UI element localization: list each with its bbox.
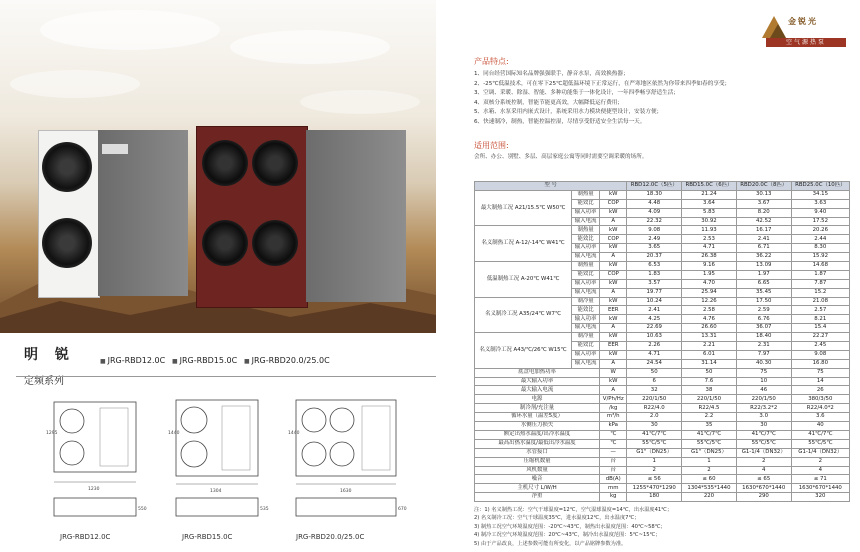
- value-cell: ≤ 56: [627, 475, 682, 484]
- value-cell: 17.50: [736, 297, 791, 306]
- value-cell: 30: [736, 422, 791, 431]
- value-cell: 10.24: [627, 297, 682, 306]
- footnotes: [474, 506, 672, 548]
- value-cell: 10.63: [627, 333, 682, 342]
- value-cell: 2.31: [736, 342, 791, 351]
- table-header-cell: RBD12.0C（5匹）: [627, 182, 682, 191]
- value-cell: 9.40: [791, 208, 849, 217]
- value-cell: 4.70: [682, 279, 737, 288]
- value-cell: G1-1/4（DN32）: [791, 448, 849, 457]
- value-cell: 22.27: [791, 333, 849, 342]
- unit-cell: kW: [600, 262, 627, 271]
- row-group-label: 名义制冷工况 A43/℃/26℃ W15℃: [475, 333, 572, 369]
- footnote: 5) 由于产品改良，上述参数可能有所变化，以产品铭牌参数为准。: [474, 540, 627, 547]
- value-cell: 2: [791, 457, 849, 466]
- value-cell: 9.08: [791, 350, 849, 359]
- value-cell: 75: [736, 368, 791, 377]
- value-cell: 26.60: [682, 324, 737, 333]
- value-cell: 2.41: [627, 306, 682, 315]
- row-label: 制冷量: [572, 333, 600, 342]
- row-group-label: 名义制热工况 A-12/-14℃ W41℃: [475, 226, 572, 262]
- value-cell: 2.57: [791, 306, 849, 315]
- value-cell: 25.94: [682, 288, 737, 297]
- value-cell: 2.53: [682, 235, 737, 244]
- value-cell: 21.24: [682, 190, 737, 199]
- dim-depth: 670: [398, 507, 407, 512]
- table-row: [475, 226, 850, 235]
- value-cell: 13.31: [682, 333, 737, 342]
- drawing-rbd15: [162, 394, 272, 530]
- row-label: 最大输入功率: [475, 377, 600, 386]
- row-label: 能效比: [572, 342, 600, 351]
- value-cell: 4.48: [627, 199, 682, 208]
- row-label: 额定出热水温度/出冷水温度: [475, 430, 600, 439]
- unit-cell: dB(A): [600, 475, 627, 484]
- dim-depth: 535: [260, 507, 269, 512]
- series-title: 明 锐: [24, 347, 75, 363]
- value-cell: 26: [791, 386, 849, 395]
- value-cell: 2.59: [736, 306, 791, 315]
- value-cell: 6.01: [682, 350, 737, 359]
- fan-icon: [202, 220, 248, 266]
- table-row: [475, 475, 850, 484]
- value-cell: 55℃/5℃: [682, 439, 737, 448]
- row-label: 循环水量（温差5度）: [475, 413, 600, 422]
- unit-cell: A: [600, 253, 627, 262]
- unit-cell: ℃: [600, 439, 627, 448]
- table-row: [475, 190, 850, 199]
- unit-cell: mm: [600, 484, 627, 493]
- value-cell: 50: [682, 368, 737, 377]
- value-cell: 2: [736, 457, 791, 466]
- value-cell: 220/1/50: [736, 395, 791, 404]
- row-label: 输入功率: [572, 208, 600, 217]
- value-cell: 55℃/5℃: [791, 439, 849, 448]
- value-cell: 35.45: [736, 288, 791, 297]
- unit-cell: kPa: [600, 422, 627, 431]
- value-cell: 3.6: [791, 413, 849, 422]
- value-cell: 14: [791, 377, 849, 386]
- table-row: [475, 333, 850, 342]
- value-cell: 7.6: [682, 377, 737, 386]
- feature-item: 4、双核分系统控制，智能节能更高效，大幅降低运行费用；: [474, 99, 623, 106]
- unit-cell: /kg: [600, 404, 627, 413]
- value-cell: 1.97: [736, 270, 791, 279]
- value-cell: 11.93: [682, 226, 737, 235]
- value-cell: 1: [627, 457, 682, 466]
- value-cell: 2.2: [682, 413, 737, 422]
- value-cell: 2.44: [791, 235, 849, 244]
- table-row: [475, 262, 850, 271]
- drawing-rbd20-25: [286, 394, 408, 530]
- value-cell: 2.58: [682, 306, 737, 315]
- dim-width: 1230: [88, 487, 100, 492]
- value-cell: 1630*670*1440: [736, 484, 791, 493]
- table-header: [475, 182, 850, 191]
- value-cell: 2.26: [627, 342, 682, 351]
- row-label: 最高出热水温度/最低出冷水温度: [475, 439, 600, 448]
- value-cell: 1630*670*1440: [791, 484, 849, 493]
- table-header-cell: RBD20.0C（8匹）: [736, 182, 791, 191]
- value-cell: 6.76: [736, 315, 791, 324]
- value-cell: 2.0: [627, 413, 682, 422]
- table-row: [475, 297, 850, 306]
- model-tag: ■ JRG-RBD15.0C: [172, 356, 237, 365]
- value-cell: 1304*535*1440: [682, 484, 737, 493]
- dim-height: 1440: [288, 431, 300, 436]
- row-label: 输入电流: [572, 253, 600, 262]
- table-row: [475, 413, 850, 422]
- row-label: 能效比: [572, 270, 600, 279]
- value-cell: 20.26: [791, 226, 849, 235]
- value-cell: 30.92: [682, 217, 737, 226]
- row-label: 输入电流: [572, 217, 600, 226]
- value-cell: 3.57: [627, 279, 682, 288]
- table-row: [475, 422, 850, 431]
- value-cell: G1"（DN25）: [682, 448, 737, 457]
- unit-cell: COP: [600, 199, 627, 208]
- row-label: 能效比: [572, 306, 600, 315]
- row-label: 最大输入电流: [475, 386, 600, 395]
- unit-cell: m³/h: [600, 413, 627, 422]
- brand-name: 金锐光: [788, 16, 818, 26]
- fan-icon: [202, 140, 248, 186]
- value-cell: 380/3/50: [791, 395, 849, 404]
- value-cell: 7.87: [791, 279, 849, 288]
- unit-cell: kW: [600, 297, 627, 306]
- unit-cell: A: [600, 324, 627, 333]
- dim-height: 1295: [46, 431, 58, 436]
- drawing-label: JRG-RBD12.0C: [60, 533, 111, 541]
- divider: [16, 376, 436, 377]
- unit-cell: kg: [600, 493, 627, 502]
- row-label: 输入功率: [572, 244, 600, 253]
- scope-text: 会所、办公、别墅、多层、高层家庭公寓等同时需要空调采暖的场所。: [474, 154, 648, 160]
- value-cell: 220/1/50: [627, 395, 682, 404]
- value-cell: 41℃/7℃: [627, 430, 682, 439]
- unit-cell: —: [600, 448, 627, 457]
- table-header-cell: 型 号: [475, 182, 627, 191]
- value-cell: 6.53: [627, 262, 682, 271]
- table-header-cell: RBD25.0C（10匹）: [791, 182, 849, 191]
- value-cell: R22/4.5: [682, 404, 737, 413]
- row-label: 主机尺寸 L/W/H: [475, 484, 600, 493]
- unit-cell: 台: [600, 457, 627, 466]
- footnote: 3) 制热工况空气环境温度范围：-20℃~43℃，制热出水温度范围：40℃~58℃；: [474, 523, 666, 530]
- value-cell: 1: [682, 457, 737, 466]
- value-cell: 22.32: [627, 217, 682, 226]
- unit-cell: kW: [600, 333, 627, 342]
- dim-height: 1440: [168, 431, 180, 436]
- value-cell: 36.22: [736, 253, 791, 262]
- value-cell: 1.95: [682, 270, 737, 279]
- unit-cell: kW: [600, 208, 627, 217]
- value-cell: 3.0: [736, 413, 791, 422]
- heat-pump-unit-red: [196, 126, 406, 306]
- unit-cell: kW: [600, 350, 627, 359]
- value-cell: 21.08: [791, 297, 849, 306]
- value-cell: 8.30: [791, 244, 849, 253]
- value-cell: 6.71: [736, 244, 791, 253]
- fan-icon: [252, 220, 298, 266]
- unit-cell: EER: [600, 306, 627, 315]
- row-label: 输入电流: [572, 359, 600, 368]
- value-cell: 31.14: [682, 359, 737, 368]
- value-cell: 20.37: [627, 253, 682, 262]
- value-cell: ≤ 65: [736, 475, 791, 484]
- unit-cell: COP: [600, 235, 627, 244]
- value-cell: 18.30: [627, 190, 682, 199]
- row-label: 水管接口: [475, 448, 600, 457]
- unit-cell: kW: [600, 244, 627, 253]
- row-label: 输入电流: [572, 288, 600, 297]
- row-label: 噪音: [475, 475, 600, 484]
- value-cell: 6: [627, 377, 682, 386]
- value-cell: 30.13: [736, 190, 791, 199]
- value-cell: 16.80: [791, 359, 849, 368]
- value-cell: 55℃/5℃: [736, 439, 791, 448]
- value-cell: 41℃/7℃: [736, 430, 791, 439]
- table-header-cell: RBD15.0C（6匹）: [682, 182, 737, 191]
- features-list: [474, 70, 844, 128]
- value-cell: ≤ 60: [682, 475, 737, 484]
- value-cell: 220: [682, 493, 737, 502]
- value-cell: 4.76: [682, 315, 737, 324]
- unit-cell: kW: [600, 190, 627, 199]
- row-label: 风机数量: [475, 466, 600, 475]
- model-tag: ■ JRG-RBD12.0C: [100, 356, 165, 365]
- value-cell: 14.68: [791, 262, 849, 271]
- unit-cell: A: [600, 288, 627, 297]
- row-label: 制热量: [572, 190, 600, 199]
- row-label: 水侧压力损失: [475, 422, 600, 431]
- value-cell: 26.38: [682, 253, 737, 262]
- row-label: 制热量: [572, 262, 600, 271]
- table-row: [475, 377, 850, 386]
- value-cell: 46: [736, 386, 791, 395]
- drawing-label: JRG-RBD20.0/25.0C: [296, 533, 365, 541]
- unit-cell: kW: [600, 279, 627, 288]
- value-cell: 16.17: [736, 226, 791, 235]
- table-row: [475, 386, 850, 395]
- unit-cell: kW: [600, 315, 627, 324]
- series-title-block: [24, 344, 75, 387]
- row-label: 输入电流: [572, 324, 600, 333]
- unit-cell: kW: [600, 377, 627, 386]
- unit-cell: 台: [600, 466, 627, 475]
- value-cell: 40.30: [736, 359, 791, 368]
- value-cell: 19.77: [627, 288, 682, 297]
- value-cell: 220/1/50: [682, 395, 737, 404]
- row-label: 制冷量: [572, 297, 600, 306]
- value-cell: 42.52: [736, 217, 791, 226]
- value-cell: 4: [736, 466, 791, 475]
- row-label: 净重: [475, 493, 600, 502]
- value-cell: 50: [627, 368, 682, 377]
- row-label: 输入功率: [572, 315, 600, 324]
- row-label: 能效比: [572, 235, 600, 244]
- row-label: 输入功率: [572, 279, 600, 288]
- value-cell: R22/4.0: [627, 404, 682, 413]
- feature-item: 2、-25℃低温技术，可在零下25℃超低温环境下正常运行，在严寒地区依然为你带来四季如春的享受；: [474, 80, 731, 87]
- footnote: 4) 制冷工况空气环境温度范围：20℃~43℃，制冷出水温度范围：5℃~15℃；: [474, 532, 661, 539]
- value-cell: 4.71: [627, 350, 682, 359]
- unit-cell: A: [600, 359, 627, 368]
- unit-cell: COP: [600, 270, 627, 279]
- drawing-label: JRG-RBD15.0C: [182, 533, 233, 541]
- fan-icon: [42, 142, 92, 192]
- value-cell: G1"（DN25）: [627, 448, 682, 457]
- footnote: 2) 名义制冷工况：空气干球温度35℃，进水温度12℃，出水温度7℃；: [474, 515, 640, 522]
- value-cell: 7.97: [736, 350, 791, 359]
- row-group-label: 低温制热工况 A-20℃ W41℃: [475, 262, 572, 298]
- table-row: [475, 368, 850, 377]
- value-cell: 41℃/7℃: [791, 430, 849, 439]
- dim-width: 1304: [210, 489, 222, 494]
- row-label: 能效比: [572, 199, 600, 208]
- unit-cell: W: [600, 368, 627, 377]
- value-cell: 2: [682, 466, 737, 475]
- table-row: [475, 484, 850, 493]
- row-label: 输入功率: [572, 350, 600, 359]
- feature-item: 6、快速制冷，制热，智能控温控湿，尽情享受舒适安全生活每一天。: [474, 118, 646, 125]
- model-tag: ■ JRG-RBD20.0/25.0C: [244, 356, 330, 365]
- dim-width: 1630: [340, 489, 352, 494]
- feature-item: 1、同台经营国际知名品牌强强联手，静音水泵，高效换热器；: [474, 71, 629, 77]
- value-cell: 3.63: [791, 199, 849, 208]
- unit-cell: kW: [600, 226, 627, 235]
- fan-icon: [252, 140, 298, 186]
- value-cell: 32: [627, 386, 682, 395]
- unit-cell: ℃: [600, 430, 627, 439]
- value-cell: 3.64: [682, 199, 737, 208]
- value-cell: 75: [791, 368, 849, 377]
- value-cell: R22/3.2*2: [736, 404, 791, 413]
- value-cell: 12.26: [682, 297, 737, 306]
- feature-item: 3、空调、采暖、除湿、智能、多种功能集于一体化设计，一年四季畅享舒适生活；: [474, 90, 679, 97]
- value-cell: 6.65: [736, 279, 791, 288]
- unit-cell: V/Ph/Hz: [600, 395, 627, 404]
- drawing-rbd12: [40, 394, 150, 530]
- table-row: [475, 457, 850, 466]
- value-cell: 8.20: [736, 208, 791, 217]
- heat-pump-unit-white: [38, 130, 188, 296]
- value-cell: 35: [682, 422, 737, 431]
- value-cell: 34.15: [791, 190, 849, 199]
- value-cell: 30: [627, 422, 682, 431]
- value-cell: 4.71: [682, 244, 737, 253]
- value-cell: 320: [791, 493, 849, 502]
- dim-depth: 550: [138, 507, 147, 512]
- series-subtitle: 定频系列: [24, 376, 64, 387]
- value-cell: 290: [736, 493, 791, 502]
- value-cell: 5.83: [682, 208, 737, 217]
- value-cell: 10: [736, 377, 791, 386]
- value-cell: 15.92: [791, 253, 849, 262]
- table-row: [475, 439, 850, 448]
- value-cell: 40: [791, 422, 849, 431]
- value-cell: 17.52: [791, 217, 849, 226]
- features-title: 产品特点:: [474, 57, 509, 66]
- value-cell: 180: [627, 493, 682, 502]
- value-cell: 2.45: [791, 342, 849, 351]
- value-cell: 2.49: [627, 235, 682, 244]
- value-cell: 41℃/7℃: [682, 430, 737, 439]
- row-label: 制热量: [572, 226, 600, 235]
- value-cell: 9.08: [627, 226, 682, 235]
- value-cell: 38: [682, 386, 737, 395]
- value-cell: 4.25: [627, 315, 682, 324]
- value-cell: 15.2: [791, 288, 849, 297]
- value-cell: 4: [791, 466, 849, 475]
- scope-title: 适用范围:: [474, 141, 509, 150]
- row-label: 电源: [475, 395, 600, 404]
- feature-item: 5、水箱、水泵采用内嵌式设计，系统采用水力模块便捷型设计，安装方便；: [474, 109, 663, 116]
- value-cell: 2: [627, 466, 682, 475]
- table-row: [475, 493, 850, 502]
- value-cell: 18.40: [736, 333, 791, 342]
- unit-cell: A: [600, 217, 627, 226]
- value-cell: 2.21: [682, 342, 737, 351]
- table-row: [475, 404, 850, 413]
- value-cell: 1255*470*1290: [627, 484, 682, 493]
- value-cell: 24.54: [627, 359, 682, 368]
- value-cell: 13.09: [736, 262, 791, 271]
- row-label: 压缩机数量: [475, 457, 600, 466]
- value-cell: 3.65: [627, 244, 682, 253]
- row-label: 制冷剂/充注量: [475, 404, 600, 413]
- table-row: [475, 395, 850, 404]
- value-cell: 22.69: [627, 324, 682, 333]
- brand-subtitle: 空气源热泵: [766, 38, 846, 47]
- row-group-label: 最大制热工况 A21/15.5℃ W50℃: [475, 190, 572, 226]
- row-group-label: 名义制冷工况 A35/24℃ W7℃: [475, 297, 572, 333]
- value-cell: 8.21: [791, 315, 849, 324]
- value-cell: 4.09: [627, 208, 682, 217]
- value-cell: 15.4: [791, 324, 849, 333]
- unit-cell: A: [600, 386, 627, 395]
- table-row: [475, 466, 850, 475]
- value-cell: R22/4.0*2: [791, 404, 849, 413]
- table-row: [475, 448, 850, 457]
- fan-icon: [42, 218, 92, 268]
- value-cell: ≤ 71: [791, 475, 849, 484]
- value-cell: 36.07: [736, 324, 791, 333]
- value-cell: 1.83: [627, 270, 682, 279]
- table-row: [475, 430, 850, 439]
- value-cell: 1.87: [791, 270, 849, 279]
- value-cell: 55℃/5℃: [627, 439, 682, 448]
- value-cell: G1-1/4（DN32）: [736, 448, 791, 457]
- value-cell: 2.41: [736, 235, 791, 244]
- row-label: 底盘电加热功率: [475, 368, 600, 377]
- footnote: 注：1) 名义制热工况：空气干球温度=12℃，空气湿球温度=14℃，出水温度41℃；: [474, 507, 673, 513]
- spec-table: [474, 181, 850, 502]
- value-cell: 9.16: [682, 262, 737, 271]
- unit-cell: EER: [600, 342, 627, 351]
- value-cell: 3.67: [736, 199, 791, 208]
- product-photo: [0, 0, 436, 333]
